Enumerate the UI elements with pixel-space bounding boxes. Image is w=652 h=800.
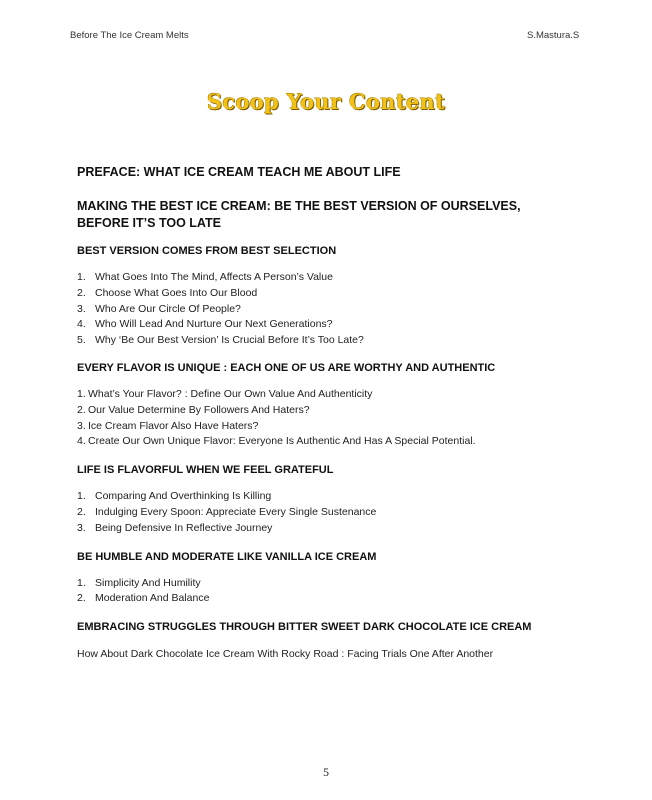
section-heading: EMBRACING STRUGGLES THROUGH BITTER SWEET DARK CHOCOLATE ICE CREAM: [77, 621, 532, 634]
preface-heading: PREFACE: WHAT ICE CREAM TEACH ME ABOUT LIFE: [77, 165, 401, 179]
chapter-list: [77, 489, 577, 536]
list-item: 2. Choose What Goes Into Our Blood: [77, 286, 258, 299]
list-item: 3. Being Defensive In Reflective Journey: [77, 521, 273, 534]
list-item: 3. Who Are Our Circle Of People?: [77, 302, 241, 315]
chapter-list: [77, 387, 577, 450]
chapter-list: [77, 576, 577, 608]
section-heading: EVERY FLAVOR IS UNIQUE : EACH ONE OF US ARE WORTHY AND AUTHENTIC: [77, 361, 496, 374]
section-body-text: How About Dark Chocolate Ice Cream With Rocky Road : Facing Trials One After Another: [77, 648, 494, 661]
page-title: Scoop Your Content: [206, 89, 446, 114]
list-item: 2. Indulging Every Spoon: Appreciate Every Single Sustenance: [77, 505, 377, 518]
list-item: 4. Who Will Lead And Nurture Our Next Generations?: [77, 318, 333, 331]
section-heading: LIFE IS FLAVORFUL WHEN WE FEEL GRATEFUL: [77, 464, 334, 477]
chapter-list: [77, 270, 577, 349]
list-item: 1. Simplicity And Humility: [77, 576, 201, 589]
list-item: 4. Create Our Own Unique Flavor: Everyone Is Authentic And Has A Special Potential.: [77, 435, 476, 448]
running-header-author: S.Mastura.S: [527, 30, 580, 41]
part-heading-line-2: BEFORE IT’S TOO LATE: [77, 216, 221, 230]
list-item: 1. What’s Your Flavor? : Define Our Own Value And Authenticity: [77, 387, 373, 400]
list-item: 2. Moderation And Balance: [77, 592, 210, 605]
part-heading-line-1: MAKING THE BEST ICE CREAM: BE THE BEST VERSION OF OURSELVES,: [77, 199, 521, 213]
section-heading: BEST VERSION COMES FROM BEST SELECTION: [77, 245, 337, 257]
section-heading: BE HUMBLE AND MODERATE LIKE VANILLA ICE CREAM: [77, 550, 377, 563]
table-of-contents: [77, 164, 577, 662]
list-item: 2. Our Value Determine By Followers And Haters?: [77, 403, 310, 416]
list-item: 3. Ice Cream Flavor Also Have Haters?: [77, 419, 259, 432]
list-item: 1. Comparing And Overthinking Is Killing: [77, 490, 272, 503]
running-header-title: Before The Ice Cream Melts: [70, 30, 189, 41]
page-number: 5: [323, 765, 329, 779]
list-item: 1. What Goes Into The Mind, Affects A Person’s Value: [77, 271, 333, 283]
list-item: 5. Why ‘Be Our Best Version’ Is Crucial Before It’s Too Late?: [77, 334, 364, 347]
